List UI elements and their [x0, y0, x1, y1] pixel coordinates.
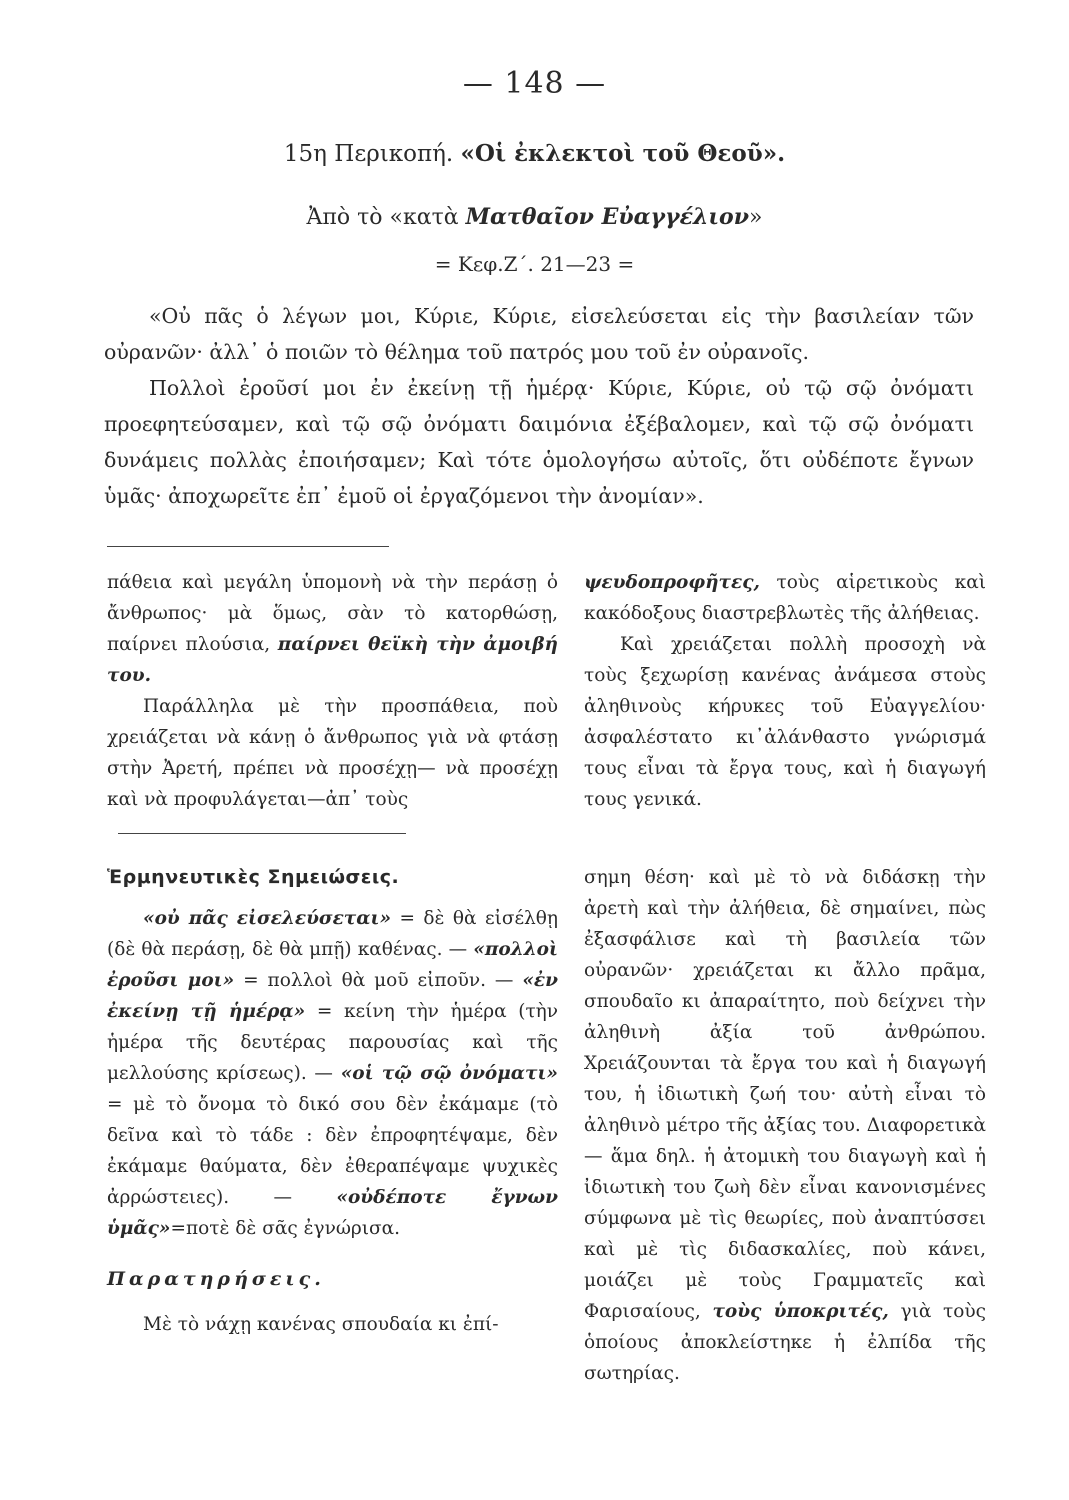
- upper-right-paragraph-1: [584, 567, 986, 629]
- chapter-reference: = Κεφ.Ζ΄. 21—23 =: [434, 252, 635, 276]
- gospel-book-name: Ματθαῖον Εὐαγγέλιον: [465, 204, 749, 230]
- section-title-prefix: 15η Περικοπή.: [283, 141, 454, 167]
- note-text-1: = δὲ θὰ εἰσέλθῃ (δὲ θὰ περάσῃ, δὲ θὰ μπῇ) καθένας. —: [107, 908, 558, 960]
- note-text-4: = μὲ τὸ ὄνομα τὸ δικό σου δὲν ἐκάμαμε (τὸ δεῖνα καὶ τὸ τάδε : δὲν ἐπροφητέψαμε, δὲν ἐκάμαμε θαύματα, δὲν ἐθεραπέψαμε ψυχικὲς ἀρρώστειες). —: [107, 1094, 558, 1208]
- section-title: [0, 140, 1069, 167]
- upper-left-paragraph-1: [107, 567, 558, 691]
- gospel-source-prefix: Ἀπὸ τὸ «κατὰ: [306, 205, 459, 230]
- upper-left-column: [107, 567, 558, 815]
- interpretive-notes: [107, 903, 558, 1244]
- gospel-source-suffix: »: [748, 205, 763, 230]
- lower-left-column: [107, 862, 558, 1340]
- note-term-4: «οἱ τῷ σῷ ὀνόματι»: [340, 1063, 558, 1084]
- lower-right-emphasis: τοὺς ὑποκριτές,: [712, 1301, 889, 1322]
- quote-paragraph-1: «Οὐ πᾶς ὁ λέγων μοι, Κύριε, Κύριε, εἰσελεύσεται εἰς τὴν βασιλείαν τῶν οὐρανῶν· ἀλλ᾽ ὁ ποιῶν τὸ θέλημα τοῦ πατρός μου τοῦ ἐν οὐρανοῖς.: [104, 304, 974, 364]
- gospel-source: [0, 204, 1069, 230]
- note-term-3: «ἐν ἐκείνῃ τῇ ἡμέρᾳ»: [107, 970, 558, 1022]
- upper-right-emphasis: ψευδοπροφῆτες,: [584, 572, 760, 593]
- notes-heading: Ἑρμηνευτικὲς Σημειώσεις.: [107, 866, 400, 888]
- upper-right-paragraph-2: Καὶ χρειάζεται πολλὴ προσοχὴ νὰ τοὺς ξεχωρίσῃ κανένας ἀνάμεσα στοὺς ἀληθινοὺς κήρυκες τοῦ Εὐαγγελίου· ἀσφαλέστατο κι᾽ἀλάνθαστο γνώρισμά τους εἶναι τὰ ἔργα τους, καὶ ἡ διαγωγή τους γενικά.: [584, 634, 986, 810]
- lower-right-column: [584, 862, 986, 1389]
- gospel-quote: [104, 298, 974, 514]
- observations-text: Μὲ τὸ νάχῃ κανένας σπουδαία κι ἐπί-: [143, 1314, 499, 1335]
- note-term-1: «οὐ πᾶς εἰσελεύσεται»: [143, 908, 392, 929]
- upper-right-text: τοὺς αἱρετικοὺς καὶ κακόδοξους διαστρεβλωτὲς τῆς ἀλήθειας.: [584, 572, 986, 624]
- upper-left-paragraph-2: Παράλληλα μὲ τὴν προσπάθεια, ποὺ χρειάζεται νὰ κάνῃ ὁ ἄνθρωπος γιὰ νὰ φτάσῃ στὴν Ἀρετή, πρέπει νὰ προσέχῃ— νὰ προσέχῃ καὶ νὰ προφυλάγεται—ἀπ᾽ τοὺς: [107, 696, 558, 810]
- note-text-3: = κείνη τὴν ἡμέρα (τὴν ἡμέρα τῆς δευτέρας παρουσίας καὶ τῆς μελλούσης κρίσεως). —: [107, 1001, 559, 1084]
- upper-right-column: [584, 567, 986, 815]
- divider-middle: [118, 833, 406, 834]
- divider-top: [107, 546, 389, 547]
- page-number: — 148 —: [462, 66, 607, 101]
- section-title-main: «Οἱ ἐκλεκτοὶ τοῦ Θεοῦ».: [460, 140, 786, 167]
- note-term-5: «οὐδέποτε ἔγνων ὑμᾶς»: [107, 1187, 558, 1239]
- lower-right-text-a: σημη θέση· καὶ μὲ τὸ νὰ διδάσκῃ τὴν ἀρετὴ καὶ τὴν ἀλήθεια, δὲ σημαίνει, πὼς ἐξασφάλισε καὶ τὴ βασιλεία τῶν οὐρανῶν· χρειάζεται κι ἄλλο πρᾶμα, σπουδαῖο κι ἀπαραίτητο, ποὺ δείχνει τὴν ἀληθινὴ ἀξία τοῦ ἀνθρώπου. Χρειάζουνται τὰ ἔργα του καὶ ἡ διαγωγή του, ἡ ἰδιωτικὴ ζωή του· αὐτὴ εἶναι τὸ ἀληθινὸ μέτρο τῆς ἀξίας του. Διαφορετικὰ — ἅμα δηλ. ἡ ἀτομικὴ του διαγωγὴ καὶ ἡ ἰδιωτικὴ του ζωὴ δὲν εἶναι κανονισμένες σύμφωνα μὲ τὶς θεωρίες, ποὺ ἀναπτύσσει καὶ μὲ τὶς διδασκαλίες, ποὺ κάνει, μοιάζει μὲ τοὺς Γραμματεῖς καὶ Φαρισαίους,: [584, 867, 986, 1322]
- lower-right-text-b: γιὰ τοὺς ὁποίους ἀποκλείστηκε ἡ ἐλπίδα τῆς σωτηρίας.: [584, 1301, 986, 1384]
- upper-left-emphasis: παίρνει θεϊκὴ τὴν ἀμοιβή του.: [107, 634, 559, 686]
- note-text-5: =ποτὲ δὲ σᾶς ἐγνώρισα.: [170, 1218, 401, 1239]
- note-term-2: «πολλοὶ ἐροῦσι μοι»: [107, 939, 558, 991]
- upper-left-text: πάθεια καὶ μεγάλη ὑπομονὴ νὰ τὴν περάσῃ ὁ ἄνθρωπος· μὰ ὅμως, σὰν τὸ κατορθώσῃ, παίρνει πλούσια,: [107, 572, 558, 655]
- note-text-2: = πολλοὶ θὰ μοῦ εἰποῦν. —: [243, 970, 514, 991]
- quote-paragraph-2: Πολλοὶ ἐροῦσί μοι ἐν ἐκείνῃ τῇ ἡμέρᾳ· Κύριε, Κύριε, οὐ τῷ σῷ ὀνόματι προεφητεύσαμεν, καὶ τῷ σῷ ὀνόματι δαιμόνια ἐξέβαλομεν, καὶ τῷ σῷ ὀνόματι δυνάμεις πολλὰς ἐποιήσαμεν; Καὶ τότε ὁμολογήσω αὐτοῖς, ὅτι οὐδέποτε ἔγνων ὑμᾶς· ἀποχωρεῖτε ἐπ᾽ ἐμοῦ οἱ ἐργαζόμενοι τὴν ἀνομίαν».: [104, 376, 974, 508]
- lower-right-paragraph: [584, 862, 986, 1389]
- observations-heading: Παρατηρήσεις.: [107, 1268, 325, 1290]
